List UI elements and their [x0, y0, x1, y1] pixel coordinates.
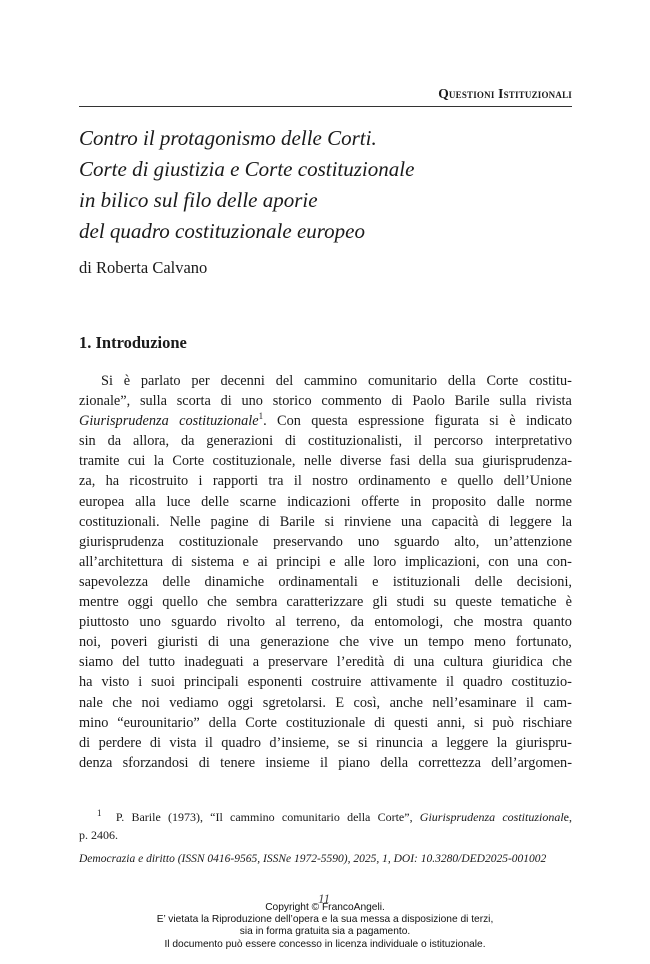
- title-line: in bilico sul filo delle aporie: [79, 188, 318, 212]
- title-line: Corte di giustizia e Corte costituzionale: [79, 157, 415, 181]
- copyright-line: E’ vietata la Riproduzione dell’opera e la sua messa a disposizione di terzi,: [156, 914, 494, 926]
- footnote-text-end: e,: [563, 810, 572, 824]
- copyright-notice: [0, 902, 650, 951]
- footnote-line: p. 2406.: [79, 828, 118, 842]
- body-line: sin da allora, da generazioni di costituzionalisti, il percorso interpretativo: [79, 433, 572, 450]
- copyright-line: sia in forma gratuita sia a pagamento.: [239, 926, 411, 938]
- title-line: Contro il protagonismo delle Corti.: [79, 126, 377, 150]
- page-number: 11: [318, 891, 331, 906]
- author-byline: di Roberta Calvano: [79, 258, 208, 277]
- body-line: mentre oggi quello che sembra caratterizzare gli studi su queste tematiche è: [79, 594, 572, 611]
- body-line-with-footnote: [79, 411, 572, 431]
- footnote: [79, 808, 572, 844]
- body-line: denza sforzandosi di tenere insieme il piano della correttezza dell’argomen-: [79, 754, 572, 771]
- section-heading: 1. Introduzione: [79, 333, 187, 352]
- footnote-ref[interactable]: 1: [258, 411, 264, 422]
- header-rule: [79, 106, 572, 107]
- body-line: piuttosto uno sguardo rivolto al terreno, da entomologi, che mostra quanto: [79, 614, 572, 631]
- footnote-journal: Giurisprudenza costituzional: [419, 810, 564, 824]
- body-line: zionale”, sulla scorta di uno storico commento di Paolo Barile sulla rivista: [79, 393, 572, 410]
- copyright-line: Copyright © FrancoAngeli.: [265, 902, 385, 913]
- section-header: Questioni Istituzionali: [438, 86, 572, 101]
- copyright-line: Il documento può essere concesso in licenza individuale o istituzionale.: [164, 938, 486, 950]
- body-line: di perdere di vista il quadro d’insieme, se si rinuncia a leggere la giurispru-: [79, 734, 572, 751]
- body-line: noi, poveri giuristi di una generazione che vive un tempo meno fortunato,: [79, 634, 572, 651]
- body-line: za, ha ricostruito i rapporti tra il nostro ordinamento e quello dell’Unione: [79, 473, 572, 490]
- title-line: del quadro costituzionale europeo: [79, 219, 365, 243]
- footnote-text: P. Barile (1973), “Il cammino comunitario della Corte”,: [115, 810, 413, 824]
- body-line: all’architettura di sistema e ai principi e alle loro implicazioni, con una con-: [79, 553, 572, 570]
- article-title: [79, 123, 572, 247]
- body-line: siamo del tutto inadeguati a preservare l’eredità di una cultura giuridica che: [79, 654, 572, 671]
- footnote-line: [79, 808, 572, 826]
- body-line: mino “eurounitario” della Corte costituzionale di questi anni, si può rischiare: [79, 714, 572, 731]
- body-text-fragment: . Con questa espressione figurata si è indicato: [263, 413, 572, 430]
- body-line: costituzionali. Nelle pagine di Barile si rinviene una capacità di leggere la: [79, 513, 572, 530]
- body-line: europea alla luce delle scarne indicazioni offerte in proposito dalle norme: [79, 493, 572, 510]
- body-line: tramite cui la Corte costituzionale, nelle diverse fasi della sua giurisprudenza-: [79, 453, 572, 470]
- footnote-marker: 1: [97, 808, 102, 818]
- journal-title: Giurisprudenza costituzionale: [79, 413, 259, 430]
- body-line: giurisprudenza costituzionale preservando uno sguardo alto, un’attenzione: [79, 533, 572, 550]
- body-line: ha visto i suoi principali esponenti costruire attivamente il quadro costituzio-: [79, 674, 572, 691]
- body-paragraph: [79, 371, 572, 773]
- body-line: Si è parlato per decenni del cammino comunitario della Corte costitu-: [101, 373, 572, 389]
- body-line: nale che noi vediamo oggi sgretolarsi. E così, anche nell’esaminare il cam-: [79, 694, 572, 711]
- journal-citation: Democrazia e diritto (ISSN 0416-9565, ISSNe 1972-5590), 2025, 1, DOI: 10.3280/DED2025-001002: [79, 853, 547, 865]
- body-line: sapevolezza delle dinamiche ordinamentali e istituzionali delle decisioni,: [79, 573, 572, 590]
